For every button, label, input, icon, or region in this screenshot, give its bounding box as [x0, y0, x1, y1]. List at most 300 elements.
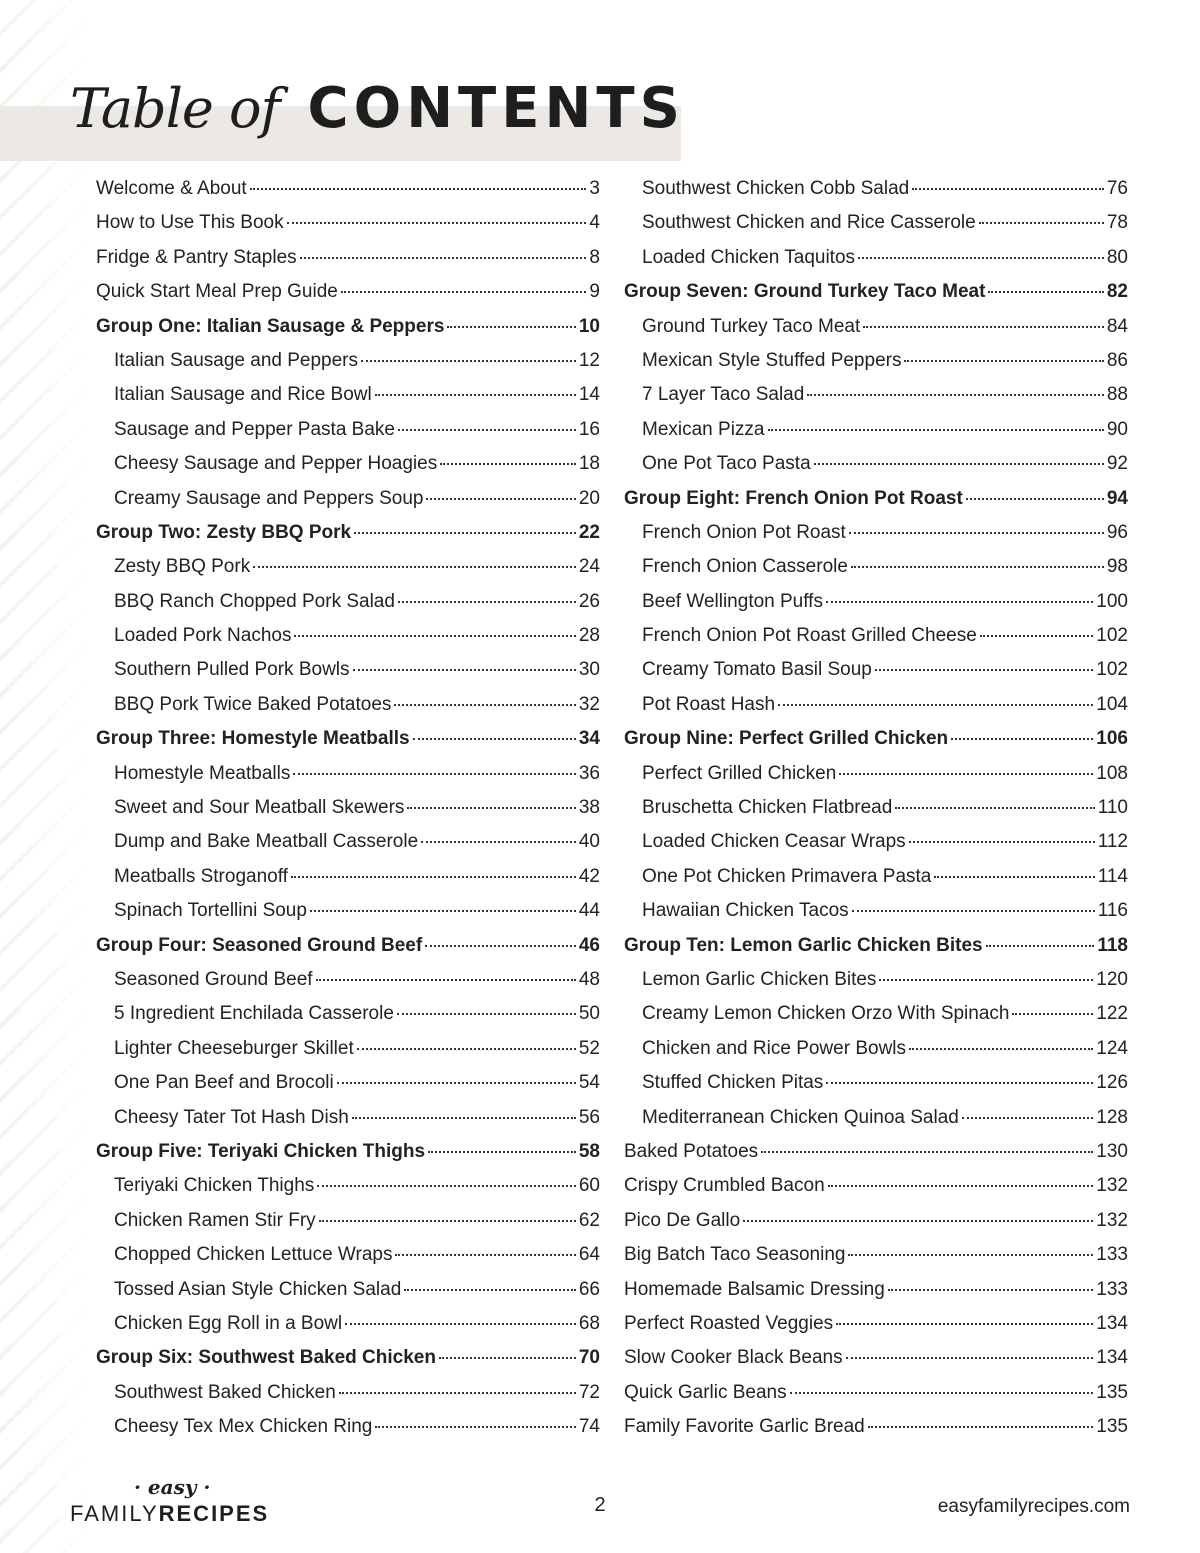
logo-easy-text: · easy ·: [134, 1475, 211, 1499]
toc-page-number: 133: [1096, 1278, 1128, 1300]
dot-leader: [407, 807, 575, 809]
toc-entry: [96, 419, 600, 453]
toc-entry-title: How to Use This Book: [96, 212, 284, 234]
toc-page-number: 96: [1106, 521, 1128, 543]
toc-entry-title: Quick Garlic Beans: [624, 1381, 787, 1403]
toc-page-number: 122: [1096, 1003, 1128, 1025]
dot-leader: [447, 326, 575, 328]
toc-entry-title: Group Ten: Lemon Garlic Chicken Bites: [624, 934, 983, 956]
toc-entry-title: Cheesy Sausage and Pepper Hoagies: [114, 453, 438, 475]
toc-page-number: 86: [1106, 349, 1128, 371]
toc-entry-title: Dump and Bake Meatball Casserole: [114, 831, 419, 853]
toc-entry-title: Teriyaki Chicken Thighs: [114, 1175, 315, 1197]
dot-leader: [836, 1323, 1093, 1325]
toc-page-number: 40: [578, 831, 600, 853]
toc-page-number: 92: [1106, 453, 1128, 475]
dot-leader: [848, 1254, 1093, 1256]
toc-entry: [624, 247, 1128, 281]
toc-entry-title: Welcome & About: [96, 178, 247, 199]
toc-entry-title: Group Six: Southwest Baked Chicken: [96, 1347, 436, 1369]
toc-entry-title: Southwest Chicken and Rice Casserole: [642, 212, 976, 234]
dot-leader: [421, 841, 576, 843]
toc-entry: [96, 1279, 600, 1313]
dot-leader: [352, 1117, 576, 1119]
toc-entry: [624, 522, 1128, 556]
toc-group-entry: [96, 1141, 600, 1175]
dot-leader: [988, 291, 1103, 293]
toc-page-number: 76: [1106, 178, 1128, 199]
toc-page-number: 4: [589, 212, 600, 234]
toc-entry-title: Cheesy Tater Tot Hash Dish: [114, 1106, 349, 1128]
toc-page-number: 98: [1106, 556, 1128, 578]
toc-page-number: 38: [578, 797, 600, 819]
toc-page-number: 106: [1096, 728, 1128, 750]
toc-entry-title: Mexican Pizza: [642, 418, 765, 440]
toc-entry: [96, 488, 600, 522]
toc-entry-title: Crispy Crumbled Bacon: [624, 1175, 825, 1197]
toc-entry-title: Group One: Italian Sausage & Peppers: [96, 315, 445, 337]
toc-page-number: 78: [1106, 212, 1128, 234]
toc-entry-title: Tossed Asian Style Chicken Salad: [114, 1278, 402, 1300]
toc-page-number: 22: [578, 521, 600, 543]
toc-page-number: 48: [578, 968, 600, 990]
toc-page-number: 44: [578, 900, 600, 922]
dot-leader: [979, 222, 1104, 224]
dot-leader: [317, 1185, 576, 1187]
toc-page-number: 134: [1096, 1347, 1128, 1369]
toc-page-number: 133: [1096, 1244, 1128, 1266]
dot-leader: [962, 1117, 1093, 1119]
dot-leader: [440, 463, 576, 465]
toc-entry: [624, 384, 1128, 418]
toc-group-entry: [624, 488, 1128, 522]
toc-group-entry: [96, 522, 600, 556]
toc-page-number: 82: [1106, 281, 1128, 303]
toc-entry-title: Group Eight: French Onion Pot Roast: [624, 487, 963, 509]
toc-entry-title: Stuffed Chicken Pitas: [642, 1072, 824, 1094]
dot-leader: [879, 979, 1093, 981]
toc-page-number: 120: [1096, 968, 1128, 990]
toc-entry: [624, 350, 1128, 384]
toc-entry: [624, 797, 1128, 831]
toc-entry: [96, 1244, 600, 1278]
toc-entry-title: One Pot Chicken Primavera Pasta: [642, 865, 932, 887]
toc-entry: [624, 969, 1128, 1003]
dot-leader: [253, 566, 576, 568]
toc-group-entry: [624, 728, 1128, 762]
toc-entry-title: Ground Turkey Taco Meat: [642, 315, 861, 337]
toc-entry: [96, 797, 600, 831]
toc-entry-title: Sweet and Sour Meatball Skewers: [114, 797, 405, 819]
toc-entry: [96, 831, 600, 865]
toc-entry-title: Southwest Chicken Cobb Salad: [642, 178, 910, 199]
dot-leader: [394, 704, 575, 706]
toc-entry-title: Creamy Lemon Chicken Orzo With Spinach: [642, 1003, 1010, 1025]
dot-leader: [250, 188, 587, 190]
dot-leader: [439, 1357, 576, 1359]
toc-entry-title: Italian Sausage and Peppers: [114, 349, 359, 371]
toc-entry-title: Loaded Chicken Ceasar Wraps: [642, 831, 906, 853]
dot-leader: [828, 1185, 1094, 1187]
dot-leader: [1012, 1013, 1093, 1015]
page-title: [70, 76, 685, 141]
toc-page-number: 26: [578, 590, 600, 612]
title-script: Table of: [70, 77, 280, 140]
dot-leader: [341, 291, 587, 293]
toc-entry: [624, 212, 1128, 246]
page-number: 2: [594, 1494, 606, 1516]
toc-entry-title: Group Three: Homestyle Meatballs: [96, 728, 410, 750]
toc-group-entry: [96, 728, 600, 762]
toc-entry-title: Creamy Tomato Basil Soup: [642, 659, 872, 681]
toc-page-number: 84: [1106, 315, 1128, 337]
toc-entry-title: BBQ Ranch Chopped Pork Salad: [114, 590, 395, 612]
toc-entry-title: Perfect Roasted Veggies: [624, 1312, 834, 1334]
toc-entry: [96, 1416, 600, 1450]
toc-entry: [96, 969, 600, 1003]
dot-leader: [743, 1220, 1093, 1222]
toc-entry-title: 7 Layer Taco Salad: [642, 384, 805, 406]
dot-leader: [980, 635, 1094, 637]
title-main: CONTENTS: [307, 76, 685, 141]
toc-entry-title: Lighter Cheeseburger Skillet: [114, 1037, 354, 1059]
toc-entry: [96, 625, 600, 659]
toc-page-number: 134: [1096, 1312, 1128, 1334]
dot-leader: [986, 945, 1095, 947]
toc-entry-title: Loaded Pork Nachos: [114, 625, 292, 647]
toc-page-number: 104: [1096, 693, 1128, 715]
toc-page-number: 130: [1096, 1140, 1128, 1162]
toc-page-number: 132: [1096, 1175, 1128, 1197]
dot-leader: [397, 1013, 576, 1015]
logo-recipes-text: RECIPES: [158, 1501, 270, 1526]
toc-entry-title: Bruschetta Chicken Flatbread: [642, 797, 893, 819]
toc-page-number: 56: [578, 1106, 600, 1128]
toc-entry: [624, 1210, 1128, 1244]
toc-page-number: 60: [578, 1175, 600, 1197]
toc-page-number: 12: [578, 349, 600, 371]
toc-page-number: 128: [1096, 1106, 1128, 1128]
toc-page-number: 72: [578, 1381, 600, 1403]
toc-entry: [624, 625, 1128, 659]
toc-entry: [96, 900, 600, 934]
toc-page-number: 3: [589, 178, 600, 199]
dot-leader: [319, 1220, 576, 1222]
toc-page-number: 108: [1096, 762, 1128, 784]
toc-entry-title: Quick Start Meal Prep Guide: [96, 281, 338, 303]
toc-entry: [96, 1382, 600, 1416]
toc-entry-title: Family Favorite Garlic Bread: [624, 1416, 865, 1438]
toc-page-number: 54: [578, 1072, 600, 1094]
dot-leader: [807, 394, 1104, 396]
toc-entry-title: Chicken and Rice Power Bowls: [642, 1037, 907, 1059]
toc-entry-title: French Onion Pot Roast: [642, 521, 846, 543]
dot-leader: [353, 669, 576, 671]
toc-entry-title: Pot Roast Hash: [642, 693, 776, 715]
toc-page-number: 28: [578, 625, 600, 647]
toc-entry-title: One Pan Beef and Brocoli: [114, 1072, 334, 1094]
dot-leader: [846, 1357, 1094, 1359]
toc-page-number: 74: [578, 1416, 600, 1438]
toc-right-column: [624, 178, 1128, 1450]
toc-entry: [624, 1416, 1128, 1450]
dot-leader: [868, 1426, 1094, 1428]
toc-entry: [96, 659, 600, 693]
toc-entry: [96, 1313, 600, 1347]
toc-entry: [96, 1072, 600, 1106]
toc-entry-title: Chicken Egg Roll in a Bowl: [114, 1312, 343, 1334]
dot-leader: [316, 979, 576, 981]
toc-page-number: 62: [578, 1209, 600, 1231]
toc-entry: [624, 591, 1128, 625]
toc-page-number: 132: [1096, 1209, 1128, 1231]
toc-entry: [624, 694, 1128, 728]
toc-entry: [624, 1175, 1128, 1209]
toc-entry-title: Big Batch Taco Seasoning: [624, 1244, 846, 1266]
toc-entry: [96, 694, 600, 728]
toc-page-number: 14: [578, 384, 600, 406]
dot-leader: [875, 669, 1093, 671]
toc-entry-title: BBQ Pork Twice Baked Potatoes: [114, 693, 392, 715]
dot-leader: [300, 257, 587, 259]
toc-entry-title: Group Seven: Ground Turkey Taco Meat: [624, 281, 986, 303]
dot-leader: [425, 945, 576, 947]
toc-entry: [624, 419, 1128, 453]
dot-leader: [852, 910, 1095, 912]
toc-entry-title: Creamy Sausage and Peppers Soup: [114, 487, 424, 509]
dot-leader: [888, 1289, 1093, 1291]
toc-page-number: 24: [578, 556, 600, 578]
toc-entry-title: Chicken Ramen Stir Fry: [114, 1209, 316, 1231]
dot-leader: [339, 1392, 576, 1394]
toc-group-entry: [96, 935, 600, 969]
toc-page-number: 8: [589, 246, 600, 268]
dot-leader: [310, 910, 576, 912]
logo-family-text: FAMILY: [70, 1501, 159, 1526]
toc-entry-title: Lemon Garlic Chicken Bites: [642, 968, 877, 990]
toc-entry-title: Loaded Chicken Taquitos: [642, 246, 856, 268]
dot-leader: [375, 1426, 575, 1428]
toc-entry: [96, 281, 600, 315]
toc-entry: [624, 1003, 1128, 1037]
toc-entry-title: Pico De Gallo: [624, 1209, 741, 1231]
dot-leader: [357, 1048, 576, 1050]
toc-entry: [96, 247, 600, 281]
toc-entry: [624, 900, 1128, 934]
toc-page-number: 32: [578, 693, 600, 715]
toc-entry-title: Cheesy Tex Mex Chicken Ring: [114, 1416, 373, 1438]
toc-entry: [96, 212, 600, 246]
toc-entry-title: Group Five: Teriyaki Chicken Thighs: [96, 1140, 426, 1162]
toc-entry: [96, 453, 600, 487]
dot-leader: [851, 566, 1104, 568]
toc-entry-title: Beef Wellington Puffs: [642, 590, 823, 612]
website-url: easyfamilyrecipes.com: [937, 1496, 1130, 1517]
toc-entry-title: Mexican Style Stuffed Peppers: [642, 349, 902, 371]
toc-entry: [624, 1038, 1128, 1072]
toc-entry-title: Baked Potatoes: [624, 1140, 759, 1162]
toc-entry-title: French Onion Casserole: [642, 556, 848, 578]
toc-entry-title: Homemade Balsamic Dressing: [624, 1278, 885, 1300]
toc-entry: [624, 556, 1128, 590]
dot-leader: [863, 326, 1104, 328]
toc-entry: [96, 350, 600, 384]
toc-entry: [96, 1175, 600, 1209]
toc-page-number: 66: [578, 1278, 600, 1300]
toc-page-number: 50: [578, 1003, 600, 1025]
toc-group-entry: [96, 1347, 600, 1381]
toc-page-number: 100: [1096, 590, 1128, 612]
dot-leader: [814, 463, 1104, 465]
toc-page-number: 42: [578, 865, 600, 887]
toc-entry: [624, 866, 1128, 900]
toc-entry-title: Group Nine: Perfect Grilled Chicken: [624, 728, 949, 750]
dot-leader: [361, 360, 576, 362]
dot-leader: [293, 773, 576, 775]
toc-entry-title: Sausage and Pepper Pasta Bake: [114, 418, 395, 440]
toc-page-number: 46: [578, 934, 600, 956]
dot-leader: [294, 635, 575, 637]
toc-page-number: 36: [578, 762, 600, 784]
toc-page-number: 88: [1106, 384, 1128, 406]
toc-entry: [96, 556, 600, 590]
toc-entry-title: Seasoned Ground Beef: [114, 968, 313, 990]
toc-page-number: 34: [578, 728, 600, 750]
toc-entry-title: Southern Pulled Pork Bowls: [114, 659, 350, 681]
toc-entry: [624, 763, 1128, 797]
dot-leader: [337, 1082, 576, 1084]
dot-leader: [951, 738, 1093, 740]
toc-entry-title: Spinach Tortellini Soup: [114, 900, 307, 922]
dot-leader: [398, 601, 576, 603]
dot-leader: [826, 1082, 1093, 1084]
toc-entry-title: 5 Ingredient Enchilada Casserole: [114, 1003, 394, 1025]
toc-entry-title: Southwest Baked Chicken: [114, 1381, 336, 1403]
toc-page-number: 126: [1096, 1072, 1128, 1094]
dot-leader: [345, 1323, 576, 1325]
toc-entry: [624, 1072, 1128, 1106]
dot-leader: [413, 738, 576, 740]
toc-entry: [96, 763, 600, 797]
toc-entry-title: Group Four: Seasoned Ground Beef: [96, 934, 423, 956]
toc-entry-title: Group Two: Zesty BBQ Pork: [96, 521, 352, 543]
toc-page-number: 68: [578, 1312, 600, 1334]
dot-leader: [912, 188, 1104, 190]
toc-entry-title: Slow Cooker Black Beans: [624, 1347, 843, 1369]
toc-entry: [96, 384, 600, 418]
toc-page-number: 9: [589, 281, 600, 303]
toc-page-number: 102: [1096, 625, 1128, 647]
toc-entry-title: Chopped Chicken Lettuce Wraps: [114, 1244, 393, 1266]
dot-leader: [858, 257, 1104, 259]
toc-page-number: 110: [1097, 797, 1128, 819]
dot-leader: [768, 429, 1104, 431]
dot-leader: [761, 1151, 1093, 1153]
toc-page-number: 114: [1097, 865, 1128, 887]
dot-leader: [404, 1289, 576, 1291]
dot-leader: [839, 773, 1093, 775]
toc-entry: [624, 1107, 1128, 1141]
dot-leader: [826, 601, 1093, 603]
toc-entry: [96, 866, 600, 900]
toc-entry-title: Italian Sausage and Rice Bowl: [114, 384, 372, 406]
toc-group-entry: [96, 316, 600, 350]
toc-entry-title: Hawaiian Chicken Tacos: [642, 900, 849, 922]
toc-page-number: 30: [578, 659, 600, 681]
toc-entry: [96, 1038, 600, 1072]
toc-page-number: 116: [1097, 900, 1128, 922]
toc-page-number: 102: [1096, 659, 1128, 681]
toc-entry: [624, 1141, 1128, 1175]
toc-entry: [624, 453, 1128, 487]
toc-entry-title: Perfect Grilled Chicken: [642, 762, 837, 784]
toc-page-number: 10: [578, 315, 600, 337]
dot-leader: [904, 360, 1103, 362]
toc-entry: [624, 659, 1128, 693]
toc-entry: [624, 1347, 1128, 1381]
toc-entry-title: One Pot Taco Pasta: [642, 453, 811, 475]
dot-leader: [790, 1392, 1094, 1394]
dot-leader: [909, 841, 1095, 843]
toc-page-number: 52: [578, 1037, 600, 1059]
dot-leader: [849, 532, 1104, 534]
toc-page-number: 80: [1106, 246, 1128, 268]
toc-entry: [624, 831, 1128, 865]
toc-group-entry: [624, 281, 1128, 315]
toc-entry: [624, 1313, 1128, 1347]
dot-leader: [395, 1254, 575, 1256]
toc-page-number: 90: [1106, 418, 1128, 440]
toc-entry: [624, 1279, 1128, 1313]
toc-entry-title: Fridge & Pantry Staples: [96, 246, 297, 268]
toc-entry-title: French Onion Pot Roast Grilled Cheese: [642, 625, 977, 647]
dot-leader: [428, 1151, 576, 1153]
toc-page-number: 124: [1096, 1037, 1128, 1059]
toc-page-number: 135: [1096, 1381, 1128, 1403]
toc-page-number: 112: [1097, 831, 1128, 853]
toc-entry: [96, 178, 600, 212]
toc-page-number: 20: [578, 487, 600, 509]
dot-leader: [354, 532, 576, 534]
dot-leader: [426, 498, 575, 500]
toc-page-number: 64: [578, 1244, 600, 1266]
toc-page-number: 94: [1106, 487, 1128, 509]
dot-leader: [895, 807, 1094, 809]
dot-leader: [778, 704, 1093, 706]
toc-entry: [96, 1107, 600, 1141]
dot-leader: [375, 394, 576, 396]
toc-entry-title: Homestyle Meatballs: [114, 762, 291, 784]
toc-entry-title: Mediterranean Chicken Quinoa Salad: [642, 1106, 959, 1128]
toc-page-number: 70: [578, 1347, 600, 1369]
toc-page-number: 16: [578, 418, 600, 440]
dot-leader: [291, 876, 576, 878]
toc-page-number: 18: [578, 453, 600, 475]
dot-leader: [398, 429, 576, 431]
dot-leader: [287, 222, 587, 224]
toc-entry: [624, 316, 1128, 350]
toc-entry: [624, 1382, 1128, 1416]
toc-entry: [624, 1244, 1128, 1278]
dot-leader: [934, 876, 1094, 878]
toc-page-number: 118: [1097, 934, 1128, 956]
toc-page-number: 58: [578, 1140, 600, 1162]
toc-page-number: 135: [1096, 1416, 1128, 1438]
dot-leader: [909, 1048, 1093, 1050]
toc-entry: [96, 1003, 600, 1037]
dot-leader: [966, 498, 1104, 500]
toc-left-column: [96, 178, 600, 1450]
